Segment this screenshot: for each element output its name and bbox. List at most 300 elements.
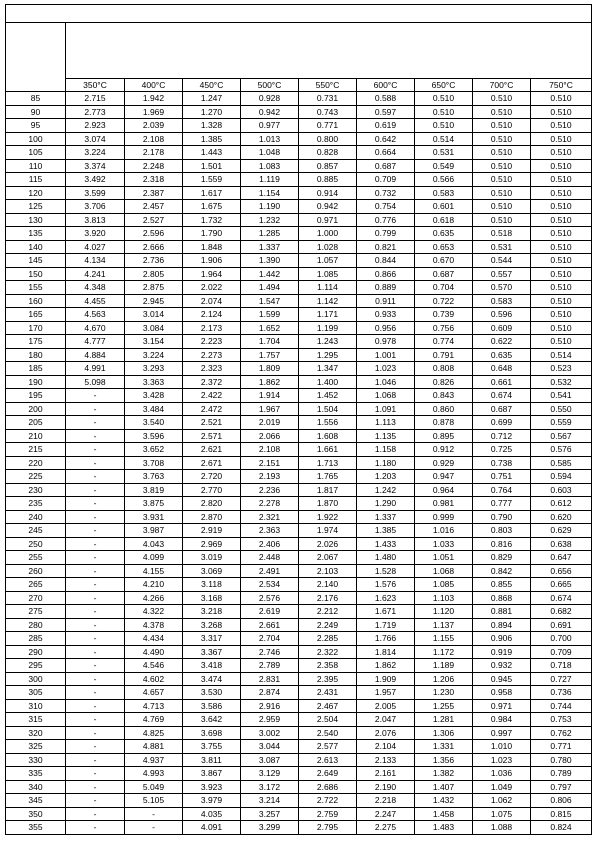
value-cell: - — [66, 753, 125, 767]
row-label-cell: 175 — [6, 335, 66, 349]
value-cell: 0.828 — [299, 146, 357, 160]
value-cell: 1.400 — [299, 375, 357, 389]
table-row — [6, 443, 592, 457]
value-cell: 3.979 — [183, 794, 241, 808]
value-cell: 1.671 — [357, 605, 415, 619]
value-cell: 0.997 — [473, 726, 531, 740]
row-label-cell: 340 — [6, 780, 66, 794]
value-cell: 4.991 — [66, 362, 125, 376]
value-cell: 3.706 — [66, 200, 125, 214]
value-cell: 1.155 — [415, 632, 473, 646]
row-label-cell: 130 — [6, 213, 66, 227]
value-cell: 2.236 — [241, 483, 299, 497]
value-cell: 3.708 — [125, 456, 183, 470]
value-cell: 3.044 — [241, 740, 299, 754]
value-cell: 0.774 — [415, 335, 473, 349]
value-cell: 2.870 — [183, 510, 241, 524]
value-cell: 0.510 — [473, 105, 531, 119]
value-cell: 0.635 — [473, 348, 531, 362]
value-cell: 1.757 — [241, 348, 299, 362]
value-cell: 3.492 — [66, 173, 125, 187]
value-cell: 3.074 — [66, 132, 125, 146]
value-cell: - — [66, 429, 125, 443]
value-cell: 1.189 — [415, 659, 473, 673]
value-cell: 0.894 — [473, 618, 531, 632]
value-cell: 0.942 — [241, 105, 299, 119]
row-label-cell: 325 — [6, 740, 66, 754]
value-cell: 1.556 — [299, 416, 357, 430]
value-cell: 0.661 — [473, 375, 531, 389]
value-cell: - — [66, 780, 125, 794]
value-cell: 2.247 — [357, 807, 415, 821]
value-cell: 0.670 — [415, 254, 473, 268]
data-table — [5, 4, 592, 835]
value-cell: 0.797 — [531, 780, 592, 794]
value-cell: 0.699 — [473, 416, 531, 430]
value-cell: 1.652 — [241, 321, 299, 335]
value-cell: 2.026 — [299, 537, 357, 551]
value-cell: 1.817 — [299, 483, 357, 497]
row-label-cell: 275 — [6, 605, 66, 619]
table-row — [6, 254, 592, 268]
row-label-cell: 240 — [6, 510, 66, 524]
value-cell: 0.878 — [415, 416, 473, 430]
value-cell: 0.601 — [415, 200, 473, 214]
value-cell: 0.971 — [299, 213, 357, 227]
value-cell: 2.193 — [241, 470, 299, 484]
value-cell: 1.290 — [357, 497, 415, 511]
value-cell: 1.974 — [299, 524, 357, 538]
value-cell: 4.881 — [125, 740, 183, 754]
value-cell: 2.722 — [299, 794, 357, 808]
value-cell: 2.571 — [183, 429, 241, 443]
value-cell: 2.212 — [299, 605, 357, 619]
value-cell: 1.848 — [183, 240, 241, 254]
table-row — [6, 780, 592, 794]
value-cell: 0.799 — [357, 227, 415, 241]
value-cell: 2.273 — [183, 348, 241, 362]
value-cell: 0.984 — [473, 713, 531, 727]
value-cell: 0.510 — [531, 267, 592, 281]
value-cell: 0.510 — [473, 173, 531, 187]
value-cell: 0.523 — [531, 362, 592, 376]
value-cell: 3.299 — [241, 821, 299, 835]
table-row — [6, 321, 592, 335]
value-cell: 0.687 — [473, 402, 531, 416]
value-cell: - — [66, 524, 125, 538]
value-cell: 0.510 — [473, 186, 531, 200]
row-label-cell: 100 — [6, 132, 66, 146]
table-row — [6, 510, 592, 524]
row-label-cell: 280 — [6, 618, 66, 632]
value-cell: 1.154 — [241, 186, 299, 200]
value-cell: 0.744 — [531, 699, 592, 713]
value-cell: 2.576 — [241, 591, 299, 605]
value-cell: 2.916 — [241, 699, 299, 713]
value-cell: 1.088 — [473, 821, 531, 835]
value-cell: 0.816 — [473, 537, 531, 551]
value-cell: 1.051 — [415, 551, 473, 565]
row-label-cell: 140 — [6, 240, 66, 254]
value-cell: 4.099 — [125, 551, 183, 565]
value-cell: 2.372 — [183, 375, 241, 389]
table-row — [6, 767, 592, 781]
value-cell: 2.736 — [125, 254, 183, 268]
value-cell: 1.790 — [183, 227, 241, 241]
value-cell: 1.242 — [357, 483, 415, 497]
value-cell: 4.043 — [125, 537, 183, 551]
value-cell: 1.964 — [183, 267, 241, 281]
value-cell: 0.687 — [415, 267, 473, 281]
value-cell: 0.718 — [531, 659, 592, 673]
row-label-cell: 135 — [6, 227, 66, 241]
value-cell: 2.491 — [241, 564, 299, 578]
value-cell: 0.815 — [531, 807, 592, 821]
value-cell: 1.623 — [357, 591, 415, 605]
value-cell: 1.957 — [357, 686, 415, 700]
table-row — [6, 699, 592, 713]
value-cell: 3.474 — [183, 672, 241, 686]
value-cell: 2.959 — [241, 713, 299, 727]
value-cell: 0.964 — [415, 483, 473, 497]
value-cell: 2.395 — [299, 672, 357, 686]
value-cell: 0.597 — [357, 105, 415, 119]
value-cell: - — [125, 821, 183, 835]
value-cell: 0.588 — [357, 92, 415, 106]
row-label-cell: 200 — [6, 402, 66, 416]
value-cell: 2.613 — [299, 753, 357, 767]
value-cell: 3.214 — [241, 794, 299, 808]
value-cell: 1.483 — [415, 821, 473, 835]
value-cell: 2.076 — [357, 726, 415, 740]
row-label-cell: 120 — [6, 186, 66, 200]
value-cell: 3.014 — [125, 308, 183, 322]
value-cell: 2.103 — [299, 564, 357, 578]
value-cell: 1.385 — [357, 524, 415, 538]
value-cell: 1.385 — [183, 132, 241, 146]
value-cell: 1.765 — [299, 470, 357, 484]
value-cell: 5.105 — [125, 794, 183, 808]
value-cell: 4.546 — [125, 659, 183, 673]
value-cell: 0.510 — [473, 159, 531, 173]
row-label-cell: 310 — [6, 699, 66, 713]
value-cell: 0.510 — [415, 105, 473, 119]
value-cell: 0.911 — [357, 294, 415, 308]
value-cell: 0.762 — [531, 726, 592, 740]
column-header: 600°C — [357, 79, 415, 92]
value-cell: 2.661 — [241, 618, 299, 632]
value-cell: 3.168 — [183, 591, 241, 605]
value-cell: 1.942 — [125, 92, 183, 106]
value-cell: - — [66, 767, 125, 781]
value-cell: 0.868 — [473, 591, 531, 605]
value-cell: 2.805 — [125, 267, 183, 281]
value-cell: 0.821 — [357, 240, 415, 254]
value-cell: 3.087 — [241, 753, 299, 767]
value-cell: 2.406 — [241, 537, 299, 551]
value-cell: 3.268 — [183, 618, 241, 632]
value-cell: 0.945 — [473, 672, 531, 686]
row-label-cell: 155 — [6, 281, 66, 295]
value-cell: 0.829 — [473, 551, 531, 565]
value-cell: 3.428 — [125, 389, 183, 403]
value-cell: - — [66, 564, 125, 578]
value-cell: 1.023 — [473, 753, 531, 767]
row-label-cell: 165 — [6, 308, 66, 322]
value-cell: 0.712 — [473, 429, 531, 443]
value-cell: 2.789 — [241, 659, 299, 673]
table-row — [6, 821, 592, 835]
value-cell: 0.594 — [531, 470, 592, 484]
value-cell: - — [66, 456, 125, 470]
table-row — [6, 645, 592, 659]
value-cell: 2.649 — [299, 767, 357, 781]
value-cell: 4.348 — [66, 281, 125, 295]
value-cell: 3.698 — [183, 726, 241, 740]
value-cell: 2.363 — [241, 524, 299, 538]
value-cell: 2.720 — [183, 470, 241, 484]
value-cell: 3.819 — [125, 483, 183, 497]
table-row — [6, 591, 592, 605]
value-cell: 0.776 — [357, 213, 415, 227]
value-cell: 0.932 — [473, 659, 531, 673]
value-cell: 1.028 — [299, 240, 357, 254]
table-row — [6, 227, 592, 241]
value-cell: 0.510 — [531, 240, 592, 254]
value-cell: 4.134 — [66, 254, 125, 268]
value-cell: 0.978 — [357, 335, 415, 349]
value-cell: 0.612 — [531, 497, 592, 511]
value-cell: 2.875 — [125, 281, 183, 295]
blank-cell — [6, 5, 592, 23]
table-row — [6, 537, 592, 551]
value-cell: 3.875 — [125, 497, 183, 511]
value-cell: 1.103 — [415, 591, 473, 605]
row-label-cell: 90 — [6, 105, 66, 119]
value-cell: 3.987 — [125, 524, 183, 538]
value-cell: 3.642 — [183, 713, 241, 727]
value-cell: 4.434 — [125, 632, 183, 646]
row-label-cell: 170 — [6, 321, 66, 335]
value-cell: 0.791 — [415, 348, 473, 362]
value-cell: 0.570 — [473, 281, 531, 295]
value-cell: 1.083 — [241, 159, 299, 173]
value-cell: 2.759 — [299, 807, 357, 821]
value-cell: 0.700 — [531, 632, 592, 646]
value-cell: 5.098 — [66, 375, 125, 389]
value-cell: 2.715 — [66, 92, 125, 106]
value-cell: 0.665 — [531, 578, 592, 592]
value-cell: 1.010 — [473, 740, 531, 754]
value-cell: 1.230 — [415, 686, 473, 700]
value-cell: 0.691 — [531, 618, 592, 632]
value-cell: - — [66, 740, 125, 754]
value-cell: 0.549 — [415, 159, 473, 173]
value-cell: 1.085 — [415, 578, 473, 592]
value-cell: 1.814 — [357, 645, 415, 659]
value-cell: 1.407 — [415, 780, 473, 794]
value-cell: 0.743 — [299, 105, 357, 119]
value-cell: 2.773 — [66, 105, 125, 119]
value-cell: 1.356 — [415, 753, 473, 767]
value-cell: 0.622 — [473, 335, 531, 349]
value-cell: 3.811 — [183, 753, 241, 767]
value-cell: 0.566 — [415, 173, 473, 187]
value-cell: 0.510 — [415, 119, 473, 133]
value-cell: 3.596 — [125, 429, 183, 443]
value-cell: 3.224 — [125, 348, 183, 362]
value-cell: 2.831 — [241, 672, 299, 686]
value-cell: 0.510 — [531, 200, 592, 214]
value-cell: 0.738 — [473, 456, 531, 470]
value-cell: 3.920 — [66, 227, 125, 241]
value-cell: 3.129 — [241, 767, 299, 781]
value-cell: 2.387 — [125, 186, 183, 200]
row-label-cell: 230 — [6, 483, 66, 497]
table-row — [6, 159, 592, 173]
value-cell: 0.754 — [357, 200, 415, 214]
value-cell: 2.358 — [299, 659, 357, 673]
column-header: 350°C — [66, 79, 125, 92]
table-row — [6, 200, 592, 214]
value-cell: 2.173 — [183, 321, 241, 335]
row-label-cell: 185 — [6, 362, 66, 376]
value-cell: 2.108 — [241, 443, 299, 457]
value-cell: 2.795 — [299, 821, 357, 835]
row-label-cell: 305 — [6, 686, 66, 700]
value-cell: - — [66, 497, 125, 511]
value-cell: 1.172 — [415, 645, 473, 659]
value-cell: 1.922 — [299, 510, 357, 524]
value-cell: 0.739 — [415, 308, 473, 322]
value-cell: 2.521 — [183, 416, 241, 430]
value-cell: 1.337 — [357, 510, 415, 524]
value-cell: 1.142 — [299, 294, 357, 308]
value-cell: 2.534 — [241, 578, 299, 592]
value-cell: 1.243 — [299, 335, 357, 349]
value-cell: 2.919 — [183, 524, 241, 538]
value-cell: 1.914 — [241, 389, 299, 403]
value-cell: 3.154 — [125, 335, 183, 349]
blank-header-cell — [66, 23, 592, 79]
value-cell: 2.248 — [125, 159, 183, 173]
table-row — [6, 240, 592, 254]
value-cell: 0.541 — [531, 389, 592, 403]
column-header: 550°C — [299, 79, 357, 92]
value-cell: 1.114 — [299, 281, 357, 295]
row-label-cell: 300 — [6, 672, 66, 686]
value-cell: 0.510 — [531, 294, 592, 308]
value-cell: 2.249 — [299, 618, 357, 632]
table-row — [6, 551, 592, 565]
value-cell: 0.609 — [473, 321, 531, 335]
table-row — [6, 632, 592, 646]
value-cell: 1.969 — [125, 105, 183, 119]
value-cell: 0.532 — [531, 375, 592, 389]
value-cell: 4.241 — [66, 267, 125, 281]
row-label-cell: 355 — [6, 821, 66, 835]
value-cell: 1.559 — [183, 173, 241, 187]
value-cell: 0.912 — [415, 443, 473, 457]
value-cell: 1.809 — [241, 362, 299, 376]
value-cell: 0.653 — [415, 240, 473, 254]
value-cell: 0.777 — [473, 497, 531, 511]
value-cell: 0.895 — [415, 429, 473, 443]
value-cell: 4.455 — [66, 294, 125, 308]
value-cell: 2.945 — [125, 294, 183, 308]
value-cell: 3.931 — [125, 510, 183, 524]
value-cell: - — [66, 686, 125, 700]
value-cell: 1.382 — [415, 767, 473, 781]
value-cell: - — [66, 443, 125, 457]
value-cell: 0.648 — [473, 362, 531, 376]
row-label-cell: 260 — [6, 564, 66, 578]
value-cell: 0.958 — [473, 686, 531, 700]
value-cell: 1.158 — [357, 443, 415, 457]
value-cell: 1.713 — [299, 456, 357, 470]
value-cell: 0.919 — [473, 645, 531, 659]
value-cell: 0.531 — [473, 240, 531, 254]
value-cell: 0.618 — [415, 213, 473, 227]
value-cell: 0.550 — [531, 402, 592, 416]
value-cell: 2.218 — [357, 794, 415, 808]
table-row — [6, 483, 592, 497]
row-label-cell: 250 — [6, 537, 66, 551]
value-cell: 1.432 — [415, 794, 473, 808]
row-label-cell: 265 — [6, 578, 66, 592]
value-cell: 1.232 — [241, 213, 299, 227]
value-cell: 3.540 — [125, 416, 183, 430]
value-cell: 0.510 — [531, 92, 592, 106]
value-cell: 2.285 — [299, 632, 357, 646]
value-cell: 2.223 — [183, 335, 241, 349]
value-cell: 1.091 — [357, 402, 415, 416]
value-cell: 1.390 — [241, 254, 299, 268]
value-cell: - — [66, 699, 125, 713]
value-cell: - — [66, 416, 125, 430]
row-label-cell: 210 — [6, 429, 66, 443]
value-cell: 0.510 — [473, 92, 531, 106]
row-label-cell: 350 — [6, 807, 66, 821]
value-cell: 5.049 — [125, 780, 183, 794]
table-row — [6, 605, 592, 619]
value-cell: 0.514 — [415, 132, 473, 146]
value-cell: 0.557 — [473, 267, 531, 281]
value-cell: 2.686 — [299, 780, 357, 794]
value-cell: - — [66, 659, 125, 673]
value-cell: 0.857 — [299, 159, 357, 173]
table-row — [6, 726, 592, 740]
table-row — [6, 740, 592, 754]
value-cell: 1.016 — [415, 524, 473, 538]
value-cell: 3.218 — [183, 605, 241, 619]
value-cell: 4.210 — [125, 578, 183, 592]
value-cell: 2.140 — [299, 578, 357, 592]
value-cell: 4.563 — [66, 308, 125, 322]
value-cell: 0.531 — [415, 146, 473, 160]
value-cell: 1.576 — [357, 578, 415, 592]
value-cell: 0.510 — [473, 132, 531, 146]
value-cell: 0.510 — [531, 186, 592, 200]
value-cell: 2.746 — [241, 645, 299, 659]
value-cell: 2.820 — [183, 497, 241, 511]
value-cell: 0.510 — [473, 146, 531, 160]
column-header: 750°C — [531, 79, 592, 92]
value-cell: 1.206 — [415, 672, 473, 686]
value-cell: - — [66, 645, 125, 659]
value-cell: 2.467 — [299, 699, 357, 713]
table-row — [6, 456, 592, 470]
